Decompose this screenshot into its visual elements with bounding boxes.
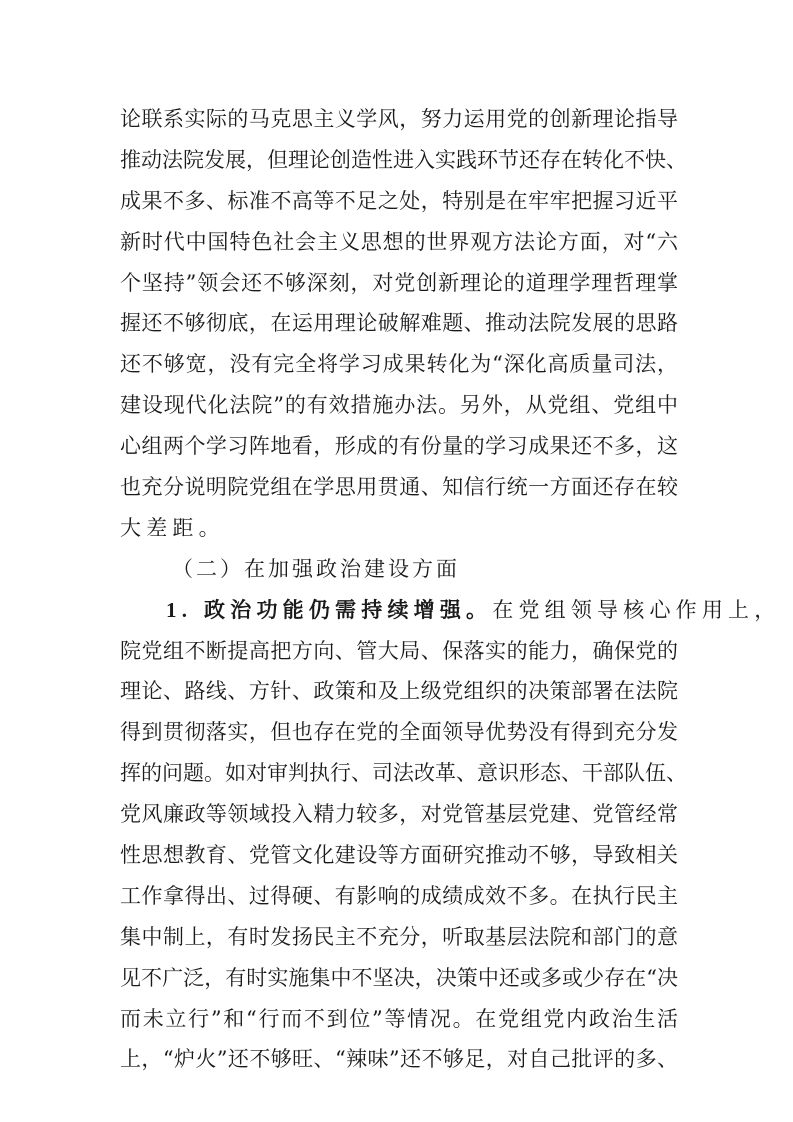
text-line: 得到贯彻落实，但也存在党的全面领导优势没有得到充分发 xyxy=(120,720,678,745)
text-line: 也充分说明院党组在学思用贯通、知信行统一方面还存在较 xyxy=(120,475,678,500)
text-line: 院党组不断提高把方向、管大局、保落实的能力，确保党的 xyxy=(120,638,678,663)
text-line: 性思想教育、党管文化建设等方面研究推动不够，导致相关 xyxy=(120,843,678,868)
text-line: 推动法院发展，但理论创造性进入实践环节还存在转化不快、 xyxy=(120,147,687,172)
text-line: 新时代中国特色社会主义思想的世界观方法论方面，对“六 xyxy=(120,229,678,254)
text-line-last: 大差距。 xyxy=(120,515,225,540)
text-line: 党风廉政等领域投入精力较多，对党管基层党建、党管经常 xyxy=(120,802,678,827)
text-line: 建设现代化法院”的有效措施办法。另外，从党组、党组中 xyxy=(120,393,678,418)
text-line: 个坚持”领会还不够深刻，对党创新理论的道理学理哲理掌 xyxy=(120,270,678,295)
item-number: 1. xyxy=(166,597,193,622)
text-line: 论联系实际的马克思主义学风，努力运用党的创新理论指导 xyxy=(120,107,678,131)
text-line: 见不广泛，有时实施集中不坚决，决策中还或多或少存在“决 xyxy=(120,965,678,990)
text-line: 上，“炉火”还不够旺、“辣味”还不够足，对自己批评的多、 xyxy=(120,1047,678,1072)
item-title: 政治功能仍需持续增强。 xyxy=(204,596,493,622)
text-line: 工作拿得出、过得硬、有影响的成绩成效不多。在执行民主 xyxy=(120,883,678,908)
item-first-line-text: 在党组领导核心作用上， xyxy=(492,597,781,622)
text-line: 还不够宽，没有完全将学习成果转化为“深化高质量司法， xyxy=(120,352,678,377)
paragraph-theory-study xyxy=(120,99,687,549)
text-line: 理论、路线、方针、政策和及上级党组织的决策部署在法院 xyxy=(120,679,678,704)
text-line: 握还不够彻底，在运用理论破解难题、推动法院发展的思路 xyxy=(120,311,678,336)
text-line: 挥的问题。如对审判执行、司法改革、意识形态、干部队伍、 xyxy=(120,761,687,786)
item-political-function xyxy=(120,590,781,1081)
text-line: 成果不多、标准不高等不足之处，特别是在牢牢把握习近平 xyxy=(120,188,678,213)
text-line: 集中制上，有时发扬民主不充分，听取基层法院和部门的意 xyxy=(120,924,678,949)
text-line: 而未立行”和“行而不到位”等情况。在党组党内政治生活 xyxy=(120,1006,678,1031)
document-page xyxy=(120,99,781,1080)
item-first-line xyxy=(120,590,781,631)
section-heading: （二）在加强政治建设方面 xyxy=(172,556,460,581)
text-line: 心组两个学习阵地看，形成的有份量的学习成果还不多，这 xyxy=(120,434,678,459)
